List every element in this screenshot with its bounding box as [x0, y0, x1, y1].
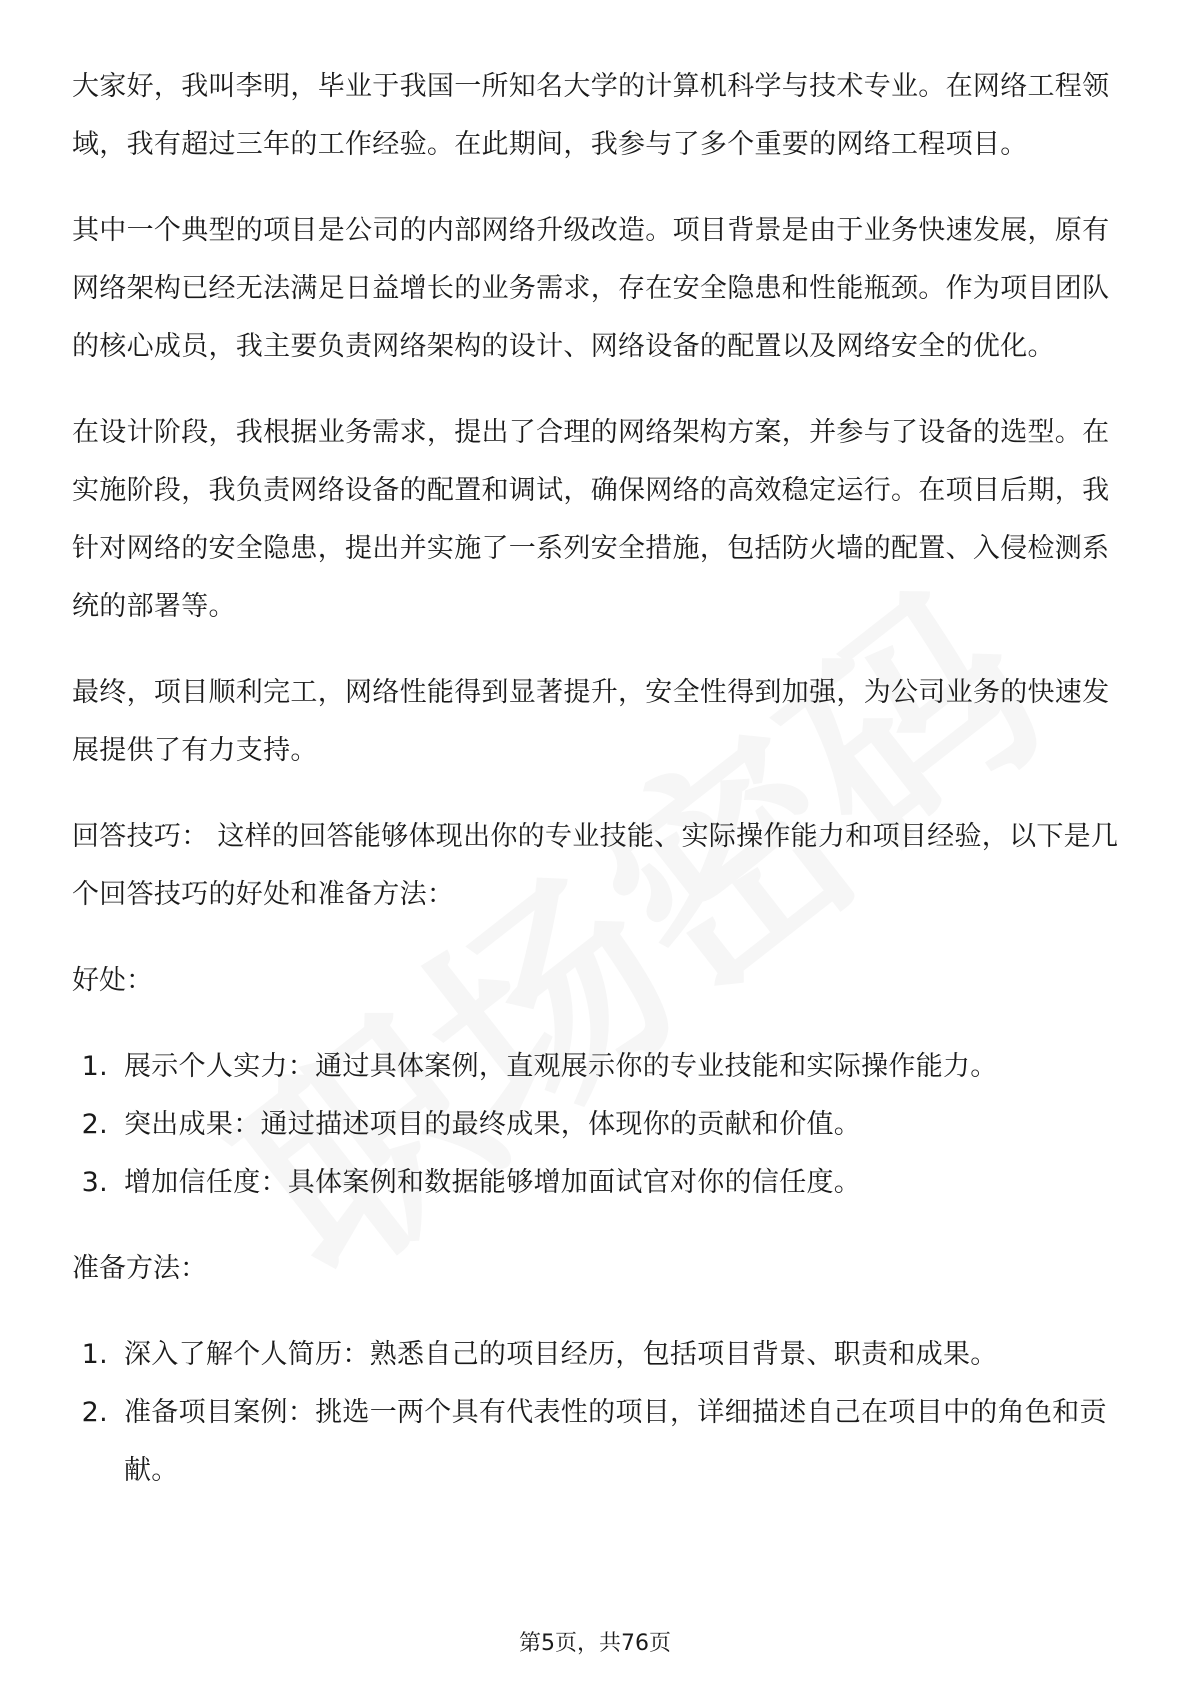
- list-item: [72, 1038, 1122, 1096]
- list-number: 2.: [81, 1397, 108, 1428]
- paragraph-project-result: 最终，项目顺利完工，网络性能得到显著提升，安全性得到加强，为公司业务的快速发展提供了有力支持。: [72, 677, 1110, 766]
- list-number: 1.: [81, 1051, 108, 1082]
- preparation-heading: 准备方法：: [72, 1253, 207, 1284]
- list-text: 增加信任度：具体案例和数据能够增加面试官对你的信任度。: [124, 1167, 862, 1198]
- preparation-list: [72, 1326, 1122, 1500]
- list-text: 展示个人实力：通过具体案例，直观展示你的专业技能和实际操作能力。: [124, 1051, 998, 1082]
- list-item: [72, 1384, 1122, 1500]
- benefits-heading: 好处：: [72, 965, 153, 996]
- list-text: 突出成果：通过描述项目的最终成果，体现你的贡献和价值。: [124, 1109, 862, 1140]
- list-item: [72, 1154, 1122, 1212]
- paragraph-project-process: 在设计阶段，我根据业务需求，提出了合理的网络架构方案，并参与了设备的选型。在实施阶段，我负责网络设备的配置和调试，确保网络的高效稳定运行。在项目后期，我针对网络的安全隐患，提出并实施了一系列安全措施，包括防火墙的配置、入侵检测系统的部署等。: [72, 417, 1110, 622]
- list-number: 3.: [81, 1167, 108, 1198]
- page-number-footer: 第5页，共76页: [519, 1631, 671, 1656]
- list-number: 1.: [81, 1339, 108, 1370]
- list-item: [72, 1326, 1122, 1384]
- paragraph-intro: 大家好，我叫李明，毕业于我国一所知名大学的计算机科学与技术专业。在网络工程领域，我有超过三年的工作经验。在此期间，我参与了多个重要的网络工程项目。: [72, 71, 1110, 160]
- list-text: 深入了解个人简历：熟悉自己的项目经历，包括项目背景、职责和成果。: [124, 1339, 998, 1370]
- list-text: 准备项目案例：挑选一两个具有代表性的项目，详细描述自己在项目中的角色和贡献。: [124, 1397, 1107, 1486]
- list-item: [72, 1096, 1122, 1154]
- paragraph-answer-tips: 回答技巧： 这样的回答能够体现出你的专业技能、实际操作能力和项目经验，以下是几个回答技巧的好处和准备方法：: [72, 821, 1119, 910]
- benefits-list: [72, 1038, 1122, 1212]
- paragraph-project-background: 其中一个典型的项目是公司的内部网络升级改造。项目背景是由于业务快速发展，原有网络架构已经无法满足日益增长的业务需求，存在安全隐患和性能瓶颈。作为项目团队的核心成员，我主要负责网络架构的设计、网络设备的配置以及网络安全的优化。: [72, 215, 1110, 362]
- document-body: [72, 58, 1122, 1528]
- list-number: 2.: [81, 1109, 108, 1140]
